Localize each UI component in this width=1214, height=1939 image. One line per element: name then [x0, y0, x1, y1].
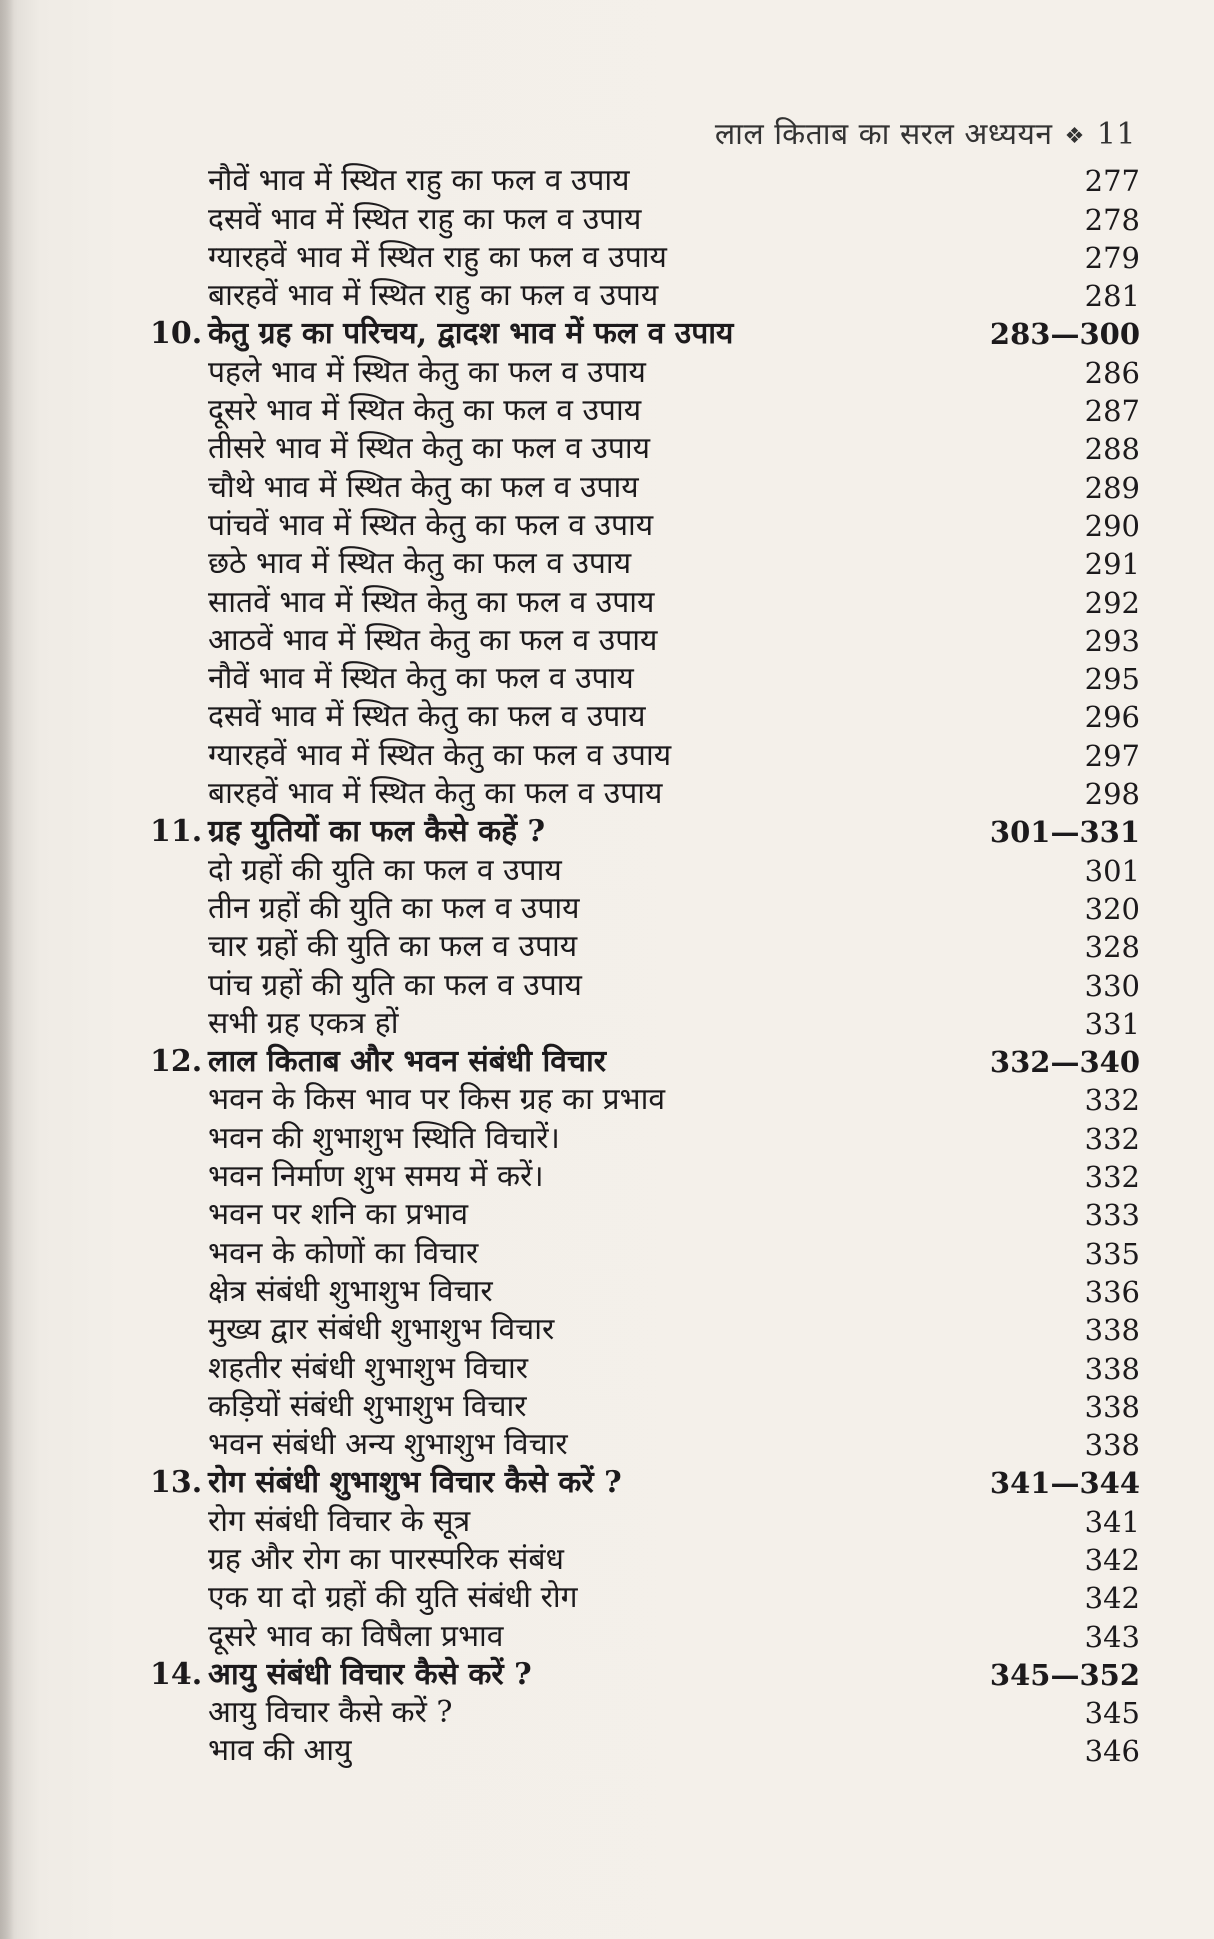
entry-title: ग्रह और रोग का पारस्परिक संबंध: [208, 1541, 564, 1577]
toc-entry-row: [140, 1579, 1140, 1617]
toc-entry-row: [140, 1349, 1140, 1387]
toc-entry-row: [140, 1273, 1140, 1311]
entry-page-number: 296: [1084, 700, 1140, 735]
entry-page-number: 341: [1084, 1504, 1140, 1539]
chapter-title: [140, 1464, 622, 1502]
entry-page-number: 332: [1084, 1083, 1140, 1118]
entry-title: सातवें भाव में स्थित केतु का फल व उपाय: [208, 584, 655, 620]
toc-entry-row: [140, 507, 1140, 545]
toc-entry-row: [140, 966, 1140, 1004]
toc-entry-row: [140, 583, 1140, 621]
entry-page-number: 342: [1084, 1581, 1140, 1616]
toc-entry-row: [140, 660, 1140, 698]
entry-title: सभी ग्रह एकत्र हों: [208, 1005, 399, 1041]
toc-entry-row: [140, 545, 1140, 583]
entry-page-number: 338: [1084, 1389, 1140, 1424]
chapter-title: [140, 315, 733, 353]
entry-title: क्षेत्र संबंधी शुभाशुभ विचार: [208, 1273, 493, 1309]
entry-page-number: 288: [1084, 432, 1140, 467]
entry-title: नौवें भाव में स्थित राहु का फल व उपाय: [208, 163, 630, 199]
chapter-title-text: ग्रह युतियों का फल कैसे कहें ?: [208, 814, 546, 850]
header-page-number: 11: [1096, 117, 1136, 152]
chapter-title-text: केतु ग्रह का परिचय, द्वादश भाव में फल व उपाय: [208, 316, 734, 352]
toc-entry-row: [140, 1388, 1140, 1426]
entry-page-number: 345: [1084, 1696, 1140, 1731]
entry-title: चार ग्रहों की युति का फल व उपाय: [208, 929, 578, 965]
entry-title: आठवें भाव में स्थित केतु का फल व उपाय: [208, 622, 658, 658]
toc-entry-row: [140, 239, 1140, 277]
toc-entry-row: [140, 162, 1140, 200]
running-header: [715, 112, 1136, 153]
entry-page-number: 333: [1084, 1198, 1140, 1233]
toc-entry-row: [140, 1694, 1140, 1732]
toc-chapter-row: [140, 315, 1140, 353]
entry-page-number: 343: [1084, 1619, 1140, 1654]
entry-page-number: 281: [1084, 279, 1140, 314]
entry-page-number: 332: [1084, 1160, 1140, 1195]
chapter-number: 11.: [150, 814, 203, 850]
toc-entry-row: [140, 1732, 1140, 1770]
toc-entry-row: [140, 1426, 1140, 1464]
toc-entry-row: [140, 1617, 1140, 1655]
toc-entry-row: [140, 775, 1140, 813]
entry-title: दूसरे भाव में स्थित केतु का फल व उपाय: [208, 393, 642, 429]
toc-entry-row: [140, 430, 1140, 468]
toc-entry-row: [140, 1234, 1140, 1272]
toc-entry-row: [140, 736, 1140, 774]
entry-page-number: 286: [1084, 355, 1140, 390]
entry-page-number: 338: [1084, 1428, 1140, 1463]
entry-page-number: 297: [1084, 738, 1140, 773]
entry-title: दो ग्रहों की युति का फल व उपाय: [208, 852, 562, 888]
entry-title: दसवें भाव में स्थित राहु का फल व उपाय: [208, 201, 642, 237]
toc-entry-row: [140, 468, 1140, 506]
entry-page-number: 278: [1084, 202, 1140, 237]
chapter-title-text: रोग संबंधी शुभाशुभ विचार कैसे करें ?: [208, 1465, 622, 1501]
chapter-title-text: आयु संबंधी विचार कैसे करें ?: [208, 1656, 532, 1692]
toc-entry-row: [140, 392, 1140, 430]
entry-title: भवन संबंधी अन्य शुभाशुभ विचार: [208, 1427, 568, 1463]
entry-title: भवन की शुभाशुभ स्थिति विचारें।: [208, 1120, 560, 1156]
entry-page-number: 290: [1084, 508, 1140, 543]
toc-chapter-row: [140, 1464, 1140, 1502]
entry-title: पांच ग्रहों की युति का फल व उपाय: [208, 967, 582, 1003]
entry-title: दूसरे भाव का विषैला प्रभाव: [208, 1618, 504, 1654]
entry-page-number: 336: [1084, 1274, 1140, 1309]
toc-entry-row: [140, 890, 1140, 928]
entry-page-number: 291: [1084, 547, 1140, 582]
toc-chapter-row: [140, 1043, 1140, 1081]
entry-title: कड़ियों संबंधी शुभाशुभ विचार: [208, 1388, 527, 1424]
entry-title: ग्यारहवें भाव में स्थित केतु का फल व उपाय: [208, 737, 672, 773]
entry-page-number: 292: [1084, 585, 1140, 620]
entry-page-number: 287: [1084, 394, 1140, 429]
entry-page-number: 295: [1084, 662, 1140, 697]
entry-page-number: 338: [1084, 1351, 1140, 1386]
toc-entry-row: [140, 1196, 1140, 1234]
toc-entry-row: [140, 353, 1140, 391]
entry-title: तीन ग्रहों की युति का फल व उपाय: [208, 890, 580, 926]
entry-page-number: 335: [1084, 1236, 1140, 1271]
toc-entry-row: [140, 698, 1140, 736]
table-of-contents: [140, 162, 1140, 1770]
entry-title: नौवें भाव में स्थित केतु का फल व उपाय: [208, 661, 634, 697]
entry-page-number: 342: [1084, 1542, 1140, 1577]
entry-page-number: 293: [1084, 623, 1140, 658]
entry-title: भवन के कोणों का विचार: [208, 1235, 479, 1271]
entry-title: पहले भाव में स्थित केतु का फल व उपाय: [208, 354, 646, 390]
toc-entry-row: [140, 622, 1140, 660]
chapter-title: [140, 1656, 532, 1694]
toc-entry-row: [140, 200, 1140, 238]
chapter-page-range: 341—344: [989, 1466, 1140, 1501]
entry-page-number: 277: [1084, 164, 1140, 199]
entry-page-number: 346: [1084, 1734, 1140, 1769]
toc-chapter-row: [140, 813, 1140, 851]
entry-page-number: 301: [1084, 853, 1140, 888]
entry-title: बारहवें भाव में स्थित राहु का फल व उपाय: [208, 278, 659, 314]
chapter-number: 10.: [150, 316, 203, 352]
chapter-page-range: 345—352: [989, 1657, 1140, 1692]
entry-title: रोग संबंधी विचार के सूत्र: [208, 1503, 471, 1539]
chapter-page-range: 301—331: [989, 815, 1140, 850]
entry-title: भवन के किस भाव पर किस ग्रह का प्रभाव: [208, 1082, 666, 1118]
book-title: लाल किताब का सरल अध्ययन: [714, 117, 1053, 152]
chapter-title: [140, 813, 545, 851]
entry-title: छठे भाव में स्थित केतु का फल व उपाय: [208, 546, 632, 582]
toc-entry-row: [140, 1158, 1140, 1196]
entry-page-number: 279: [1084, 240, 1140, 275]
toc-entry-row: [140, 1081, 1140, 1119]
chapter-page-range: 332—340: [989, 1045, 1140, 1080]
entry-title: मुख्य द्वार संबंधी शुभाशुभ विचार: [208, 1312, 555, 1348]
entry-title: भाव की आयु: [208, 1733, 352, 1769]
entry-title: चौथे भाव में स्थित केतु का फल व उपाय: [208, 469, 639, 505]
entry-page-number: 331: [1084, 1006, 1140, 1041]
chapter-title: [140, 1043, 606, 1081]
entry-title: एक या दो ग्रहों की युति संबंधी रोग: [208, 1580, 578, 1616]
entry-title: ग्यारहवें भाव में स्थित राहु का फल व उपाय: [208, 239, 667, 275]
chapter-title-text: लाल किताब और भवन संबंधी विचार: [208, 1044, 607, 1080]
entry-page-number: 338: [1084, 1313, 1140, 1348]
chapter-number: 14.: [150, 1656, 203, 1692]
entry-title: शहतीर संबंधी शुभाशुभ विचार: [208, 1350, 528, 1386]
spine-shadow: [0, 0, 14, 1939]
entry-page-number: 320: [1084, 891, 1140, 926]
entry-title: तीसरे भाव में स्थित केतु का फल व उपाय: [208, 431, 651, 467]
entry-page-number: 328: [1084, 930, 1140, 965]
entry-page-number: 332: [1084, 1121, 1140, 1156]
entry-page-number: 330: [1084, 968, 1140, 1003]
chapter-number: 13.: [150, 1465, 203, 1501]
chapter-page-range: 283—300: [989, 317, 1140, 352]
toc-entry-row: [140, 851, 1140, 889]
toc-entry-row: [140, 1119, 1140, 1157]
toc-entry-row: [140, 928, 1140, 966]
entry-title: बारहवें भाव में स्थित केतु का फल व उपाय: [208, 776, 663, 812]
entry-title: भवन पर शनि का प्रभाव: [208, 1197, 469, 1233]
entry-page-number: 298: [1084, 777, 1140, 812]
toc-entry-row: [140, 1502, 1140, 1540]
toc-entry-row: [140, 1311, 1140, 1349]
entry-title: दसवें भाव में स्थित केतु का फल व उपाय: [208, 699, 646, 735]
toc-entry-row: [140, 1541, 1140, 1579]
toc-chapter-row: [140, 1656, 1140, 1694]
chapter-number: 12.: [150, 1044, 203, 1080]
toc-entry-row: [140, 277, 1140, 315]
entry-page-number: 289: [1084, 470, 1140, 505]
ornament-separator: ❖: [1064, 123, 1085, 149]
toc-entry-row: [140, 1005, 1140, 1043]
entry-title: पांचवें भाव में स्थित केतु का फल व उपाय: [208, 507, 654, 543]
entry-title: भवन निर्माण शुभ समय में करें।: [208, 1159, 544, 1195]
entry-title: आयु विचार कैसे करें ?: [208, 1695, 453, 1731]
